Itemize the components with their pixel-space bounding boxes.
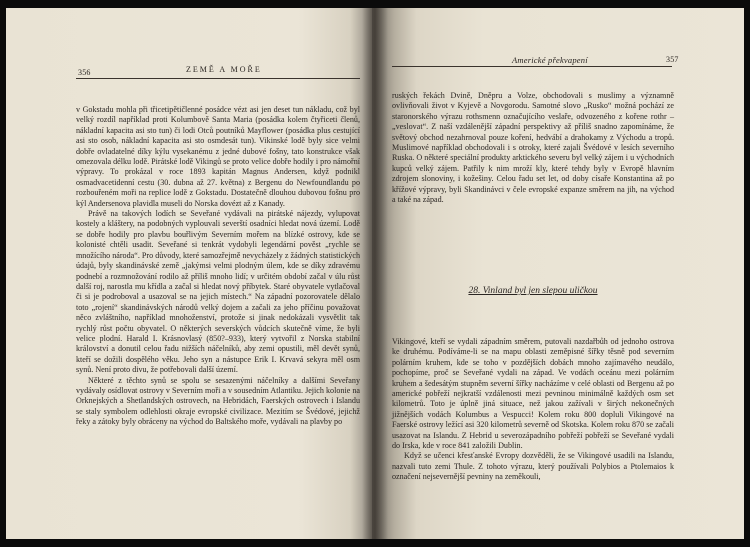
left-page xyxy=(6,8,372,539)
right-page xyxy=(372,8,744,539)
right-body-text-top xyxy=(392,91,674,205)
paragraph: Vikingové, kteří se vydali západním směrem, putovali nazdařbůh od jednoho ostrova ke druhému. Podíváme-li se na mapu oblasti zeměpisné šířky těsně pod severním polárním kruhem, kde se toho v pozdějších dobách mnoho zajímavého neudálo, pochopíme, proč se Seveřané vydali na západ. Ve vodách oceánu mezi polárním kruhem a šedesátým stupněm severní šířky nacházíme v celé oblasti od Bergenu až po americké pobřeží nejkratší vzdálenosti mezi pevninou minimálně každých osm set kilometrů. Toto je úplně jiná situace, než jakou zažívali v širých nekonečných jižnějších vodách Kolumbus a Vespucci! Kolem roku 800 dopluli Vikingové na Faerské ostrovy ležící asi 320 kilometrů severně od Skotska. Kolem roku 870 se začali usazovat na Islandu. Z Hebrid u severozápadního pobřeží pobřeží se Seveřané vydali do Irska, kde v roce 841 založili Dublin. xyxy=(392,337,674,451)
book-spread xyxy=(6,8,744,539)
chapter-heading: 28. Vinland byl jen slepou uličkou xyxy=(468,286,598,296)
book-gutter-shadow xyxy=(362,8,388,539)
page-number-right: 357 xyxy=(666,55,679,64)
right-body-text-bottom xyxy=(392,337,674,483)
paragraph: ruských řekách Dvině, Dněpru a Volze, obchodovali s muslimy a významně ovlivňovali život v Kyjevě a Novgorodu. Samotné slovo „Rusko“ možná pochází ze staronorského výrazu rothsmenn označujícího veslaře, odvozeného z kořene rothr – „veslovat“. Z naší vzdálenější západní perspektivy až příliš snadno zapomínáme, že světový obchod nezahrnoval pouze koření, hedvábí a drahokamy z Východu a tropů. Muslimové například obchodovali i s otroky, které zajali Švédové v lesích severního Ruska. O některé speciální produkty arktického severu byl velký zájem i u východních kupců velký zájem. Patřily k nim mroží kly, které tehdy byly v Evropě hlavním zdrojem slonoviny, i kožešiny. Celou řadu set let, od doby císaře Konstantina až po křížové výpravy, byli Skandinávci v čele evropské expanze směrem na jih, na východ a také na západ. xyxy=(392,91,674,205)
running-title-right: Americké překvapení xyxy=(512,55,588,65)
running-title-left: ZEMĚ A MOŘE xyxy=(186,65,262,74)
header-rule-right xyxy=(392,66,672,67)
paragraph: Když se učenci křesťanské Evropy dozvěděli, že se Vikingové usadili na Islandu, nazvali tuto zemi Thule. Z tohoto výrazu, který používali Polybios a Ptolemaios k označení nejsevernější pevniny na zeměkouli, xyxy=(392,451,674,482)
header-rule-left xyxy=(76,78,360,79)
left-body-text xyxy=(76,105,360,428)
page-number-left: 356 xyxy=(78,68,91,77)
paragraph: Právě na takových lodích se Seveřané vydávali na pirátské nájezdy, vylupovat kostely a kláštery, na podobných vyplouvali severští osadníci hledat nová území. Lodě se dobře hodily pro plavbu bouřlivým Severním mořem na blízké ostrovy, kde se kolonisté chtěli usadit. Seveřané si tenkrát vydobyli legendární pověst „rychle se množícího národa“. Pro důvody, které samozřejmě nevycházely z žádných statistických údajů, byly skandinávské země „jakýmsi velmi plodným úlem, kde se díky zdravému podnebí a rozmnožování rodilo až příliš mnoho lidí; v určitém období začal v úlu růst další roj, narostla mu křídla a začal si hledat nový příbytek. Staré obyvatele vytlačoval či si je podroboval a usazoval se na jejich místech.“ Na západní pozorovatele dělalo toto „rojení“ skandinávských národů velký dojem a začali za jeho příčinu považovat něco zvláštního, například mnohoženství, protože si jinak nedokázali vysvětlit tak rychlý růst počtu obyvatel. O některých severských vůdcích skutečně víme, že byli velice plodní. Harald I. Krásnovlasý (850?–933), který vytvořil z Norska stabilní království a donutil celou řadu nižších náčelníků, aby zemi opustili, měl devět synů, kteří se dožili dospělého věku. Jeho syn a nástupce Erik I. Krvavá sekyra měl osm synů. Není proto divu, že potřebovali další území. xyxy=(76,209,360,375)
paragraph: Některé z těchto synů se spolu se sesazenými náčelníky a dalšími Seveřany vydávaly osídlovat ostrovy v Severním moři a v sousedním Atlantiku. Jejich kolonie na Orknejských a Shetlandských ostrovech, na Hebridách, Faerských ostrovech i Islandu se staly symbolem odlehlosti okraje evropské civilizace. Mezitím se Švédové, jejichž řeky a zátoky byly obráceny na východ do Baltského moře, vydávali na plavby po xyxy=(76,375,360,427)
paragraph: v Gokstadu mohla při třicetipětičlenné posádce vézt asi jen deset tun nákladu, což byl velký rozdíl například proti Kolumbově Santa Maria (posádka kolem čtyřiceti členů, nákladní kapacita asi sto tun) či lodi Otců poutníků Mayflower (posádka plus cestující asi sto osob, nákladní kapacita asi sto osmdesát tun). Vikinské lodě byly sice velmi dobře ovladatelné díky kýlu vysekanému z jedné dubové fošny, tato konstrukce však omezovala délku lodě. Pirátské lodě Vikingů se proto velice dobře hodily i pro námořní výpravy. To prokázal v roce 1893 kapitán Magnus Andersen, když podnikl osmadvacetidenní cestu (30. dubna až 27. května) z Bergenu do Newfoundlandu po rozbouřeném moři na replice lodě z Gokstadu. Dostatečně dlouhou dubovou fošnu pro kýl Andersenova plavidla museli do Norska dovézt až z Kanady. xyxy=(76,105,360,208)
